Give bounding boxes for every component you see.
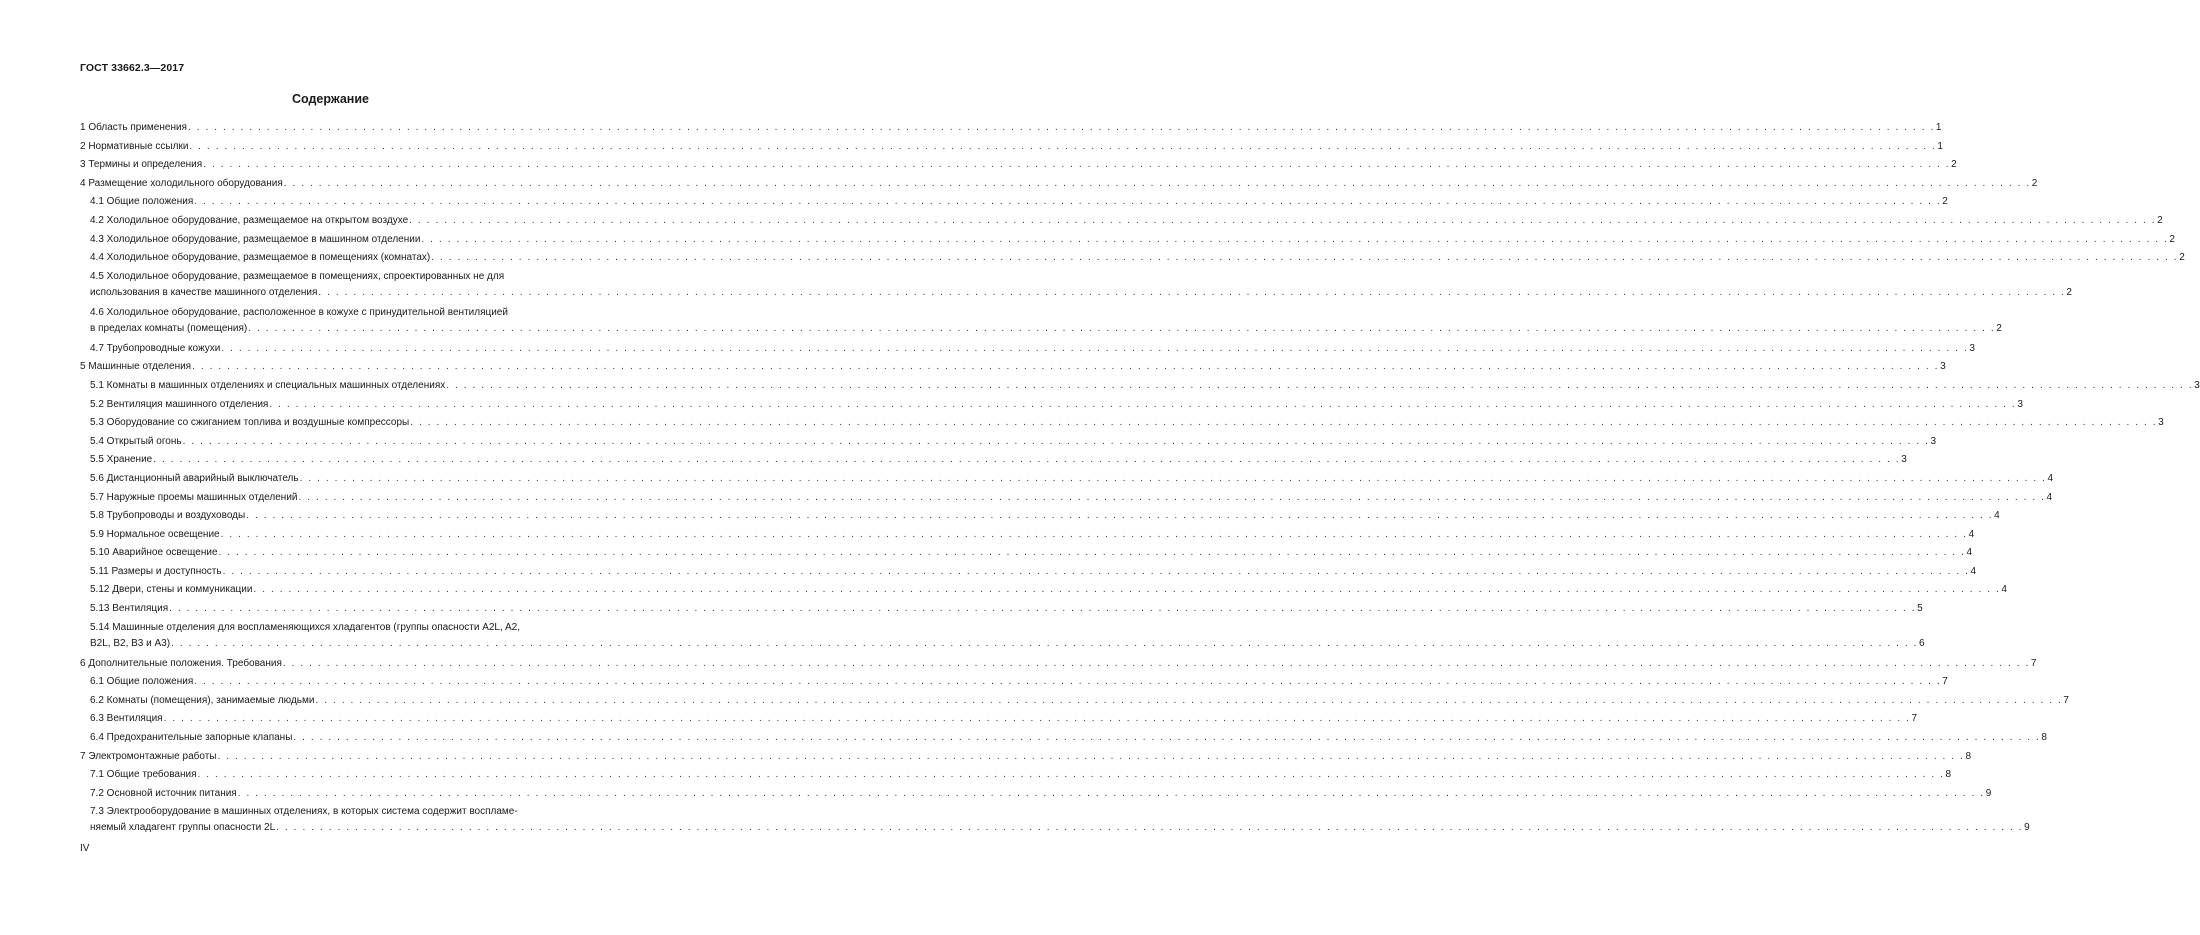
toc-entry-page: 7 (1911, 713, 1918, 725)
toc-entry-page: 9 (1985, 787, 1992, 799)
page-number: IV (80, 843, 90, 854)
toc-entry-page: 2 (2157, 214, 2163, 226)
toc-entry (80, 306, 2002, 335)
toc-entry (80, 195, 1948, 208)
dot-leader: . . . . . . . . . . . . . . . . . . . . . . . . . . . . . . . . . . . . . . . . . . . . . . . . . . . . . . . . . . . . . . . . . . . . . . . . . . . . . . . . . . . . . . . . . . . . . . . . . . . . . . . . . . . . . . . . . . . . . . . . . . . . . . . . . . . . . . . . . . . . . . . . . . . . . . . . . . . . . . . . . . . . . . . . . . . . . . . . . . . . . . . . . . . . . . . . . . . . . . . . (194, 676, 1942, 688)
toc-entry-label: 5.2 Вентиляция машинного отделения (90, 398, 269, 410)
dot-leader: . . . . . . . . . . . . . . . . . . . . . . . . . . . . . . . . . . . . . . . . . . . . . . . . . . . . . . . . . . . . . . . . . . . . . . . . . . . . . . . . . . . . . . . . . . . . . . . . . . . . . . . . . . . . . . . . . . . . . . . . . . . . . . . . . . . . . . . . . . . . . . . . . . . . . . . . . . . . . . . . . . . . . . . . . . . . . . . . . . . . . . . . . . . . . . . . . . . . . . . . (187, 122, 1935, 133)
toc-entry-label: в пределах комнаты (помещения) (90, 322, 248, 334)
dot-leader: . . . . . . . . . . . . . . . . . . . . . . . . . . . . . . . . . . . . . . . . . . . . . . . . . . . . . . . . . . . . . . . . . . . . . . . . . . . . . . . . . . . . . . . . . . . . . . . . . . . . . . . . . . . . . . . . . . . . . . . . . . . . . . . . . . . . . . . . . . . . . . . . . . . . . . . . . . . . . . . . . . . . . . . . . . . . . . . . . . . . . . . . . . . . . . . . . . . . . . . . (431, 252, 2179, 264)
toc-entry-page: 4 (1970, 565, 1977, 577)
toc-entry-page: 8 (2041, 732, 2047, 744)
toc-entry (80, 270, 2072, 299)
dot-leader: . . . . . . . . . . . . . . . . . . . . . . . . . . . . . . . . . . . . . . . . . . . . . . . . . . . . . . . . . . . . . . . . . . . . . . . . . . . . . . . . . . . . . . . . . . . . . . . . . . . . . . . . . . . . . . . . . . . . . . . . . . . . . . . . . . . . . . . . . . . . . . . . . . . . . . . . . . . . . . . . . . . . . . . . . . . . . . . . . . . . . . . . . . . . . . . . . . . . . . . . (153, 454, 1901, 466)
toc-entry-label: 6.1 Общие положения (90, 676, 194, 688)
toc-entry-text-line: 4.5 Холодильное оборудование, размещаемое в помещениях, спроектированных не для (90, 270, 505, 282)
toc-entry-label: 6 Дополнительные положения. Требования (80, 657, 282, 669)
toc-entry (80, 398, 2023, 411)
toc-entry (80, 787, 1992, 800)
toc-entry-page: 9 (2024, 822, 2030, 834)
toc-entry-label: 5 Машинные отделения (80, 361, 192, 373)
toc-entry (80, 509, 2000, 522)
toc-entry-label: 5.10 Аварийное освещение (90, 547, 218, 559)
toc-entry-label: 7 Электромонтажные работы (80, 750, 217, 762)
document-code: ГОСТ 33662.3—2017 (80, 62, 185, 74)
toc-entry-page: 2 (2031, 177, 2038, 189)
toc-entry-label: 2 Нормативные ссылки (80, 140, 189, 152)
toc-entry-page: 7 (2030, 657, 2037, 669)
toc-entry-page: 1 (1937, 140, 1943, 152)
toc-entry (80, 435, 1937, 448)
toc-entry-page: 3 (1930, 435, 1937, 447)
toc-entry (80, 546, 1973, 559)
dot-leader: . . . . . . . . . . . . . . . . . . . . . . . . . . . . . . . . . . . . . . . . . . . . . . . . . . . . . . . . . . . . . . . . . . . . . . . . . . . . . . . . . . . . . . . . . . . . . . . . . . . . . . . . . . . . . . . . . . . . . . . . . . . . . . . . . . . . . . . . . . . . . . . . . . . . . . . . . . . . . . . . . . . . . . . . . . . . . . . . . . . . . . . . . . . . . . . . . . . . . . . . (171, 637, 1919, 649)
toc-entry (80, 694, 2069, 707)
dot-leader: . . . . . . . . . . . . . . . . . . . . . . . . . . . . . . . . . . . . . . . . . . . . . . . . . . . . . . . . . . . . . . . . . . . . . . . . . . . . . . . . . . . . . . . . . . . . . . . . . . . . . . . . . . . . . . . . . . . . . . . . . . . . . . . . . . . . . . . . . . . . . . . . . . . . . . . . . . . . . . . . . . . . . . . . . . . . . . . . . . . . . . . . . . . . . . . . . . . . . . . . (217, 750, 1965, 762)
dot-leader: . . . . . . . . . . . . . . . . . . . . . . . . . . . . . . . . . . . . . . . . . . . . . . . . . . . . . . . . . . . . . . . . . . . . . . . . . . . . . . . . . . . . . . . . . . . . . . . . . . . . . . . . . . . . . . . . . . . . . . . . . . . . . . . . . . . . . . . . . . . . . . . . . . . . . . . . . . . . . . . . . . . . . . . . . . . . . . . . . . . . . . . . . . . . . . . . . . . . . . . . (220, 528, 1968, 540)
dot-leader: . . . . . . . . . . . . . . . . . . . . . . . . . . . . . . . . . . . . . . . . . . . . . . . . . . . . . . . . . . . . . . . . . . . . . . . . . . . . . . . . . . . . . . . . . . . . . . . . . . . . . . . . . . . . . . . . . . . . . . . . . . . . . . . . . . . . . . . . . . . . . . . . . . . . . . . . . . . . . . . . . . . . . . . . . . . . . . . . . . . . . . . . . . . . . . . . . . . . . . . . (298, 491, 2046, 503)
toc-entry (80, 602, 1923, 615)
dot-leader: . . . . . . . . . . . . . . . . . . . . . . . . . . . . . . . . . . . . . . . . . . . . . . . . . . . . . . . . . . . . . . . . . . . . . . . . . . . . . . . . . . . . . . . . . . . . . . . . . . . . . . . . . . . . . . . . . . . . . . . . . . . . . . . . . . . . . . . . . . . . . . . . . . . . . . . . . . . . . . . . . . . . . . . . . . . . . . . . . . . . . . . . . . . . . . . . . . . . . . . . (253, 584, 2001, 596)
toc-entry (80, 121, 1942, 134)
toc-entry-page: 6 (1919, 637, 1925, 649)
toc-entry (80, 768, 1952, 781)
table-of-contents (80, 121, 2200, 841)
dot-leader: . . . . . . . . . . . . . . . . . . . . . . . . . . . . . . . . . . . . . . . . . . . . . . . . . . . . . . . . . . . . . . . . . . . . . . . . . . . . . . . . . . . . . . . . . . . . . . . . . . . . . . . . . . . . . . . . . . . . . . . . . . . . . . . . . . . . . . . . . . . . . . . . . . . . . . . . . . . . . . . . . . . . . . . . . . . . . . . . . . . . . . . . . . . . . . . . . . . . . . . . (203, 159, 1951, 171)
dot-leader: . . . . . . . . . . . . . . . . . . . . . . . . . . . . . . . . . . . . . . . . . . . . . . . . . . . . . . . . . . . . . . . . . . . . . . . . . . . . . . . . . . . . . . . . . . . . . . . . . . . . . . . . . . . . . . . . . . . . . . . . . . . . . . . . . . . . . . . . . . . . . . . . . . . . . . . . . . . . . . . . . . . . . . . . . . . . . . . . . . . . . . . . . . . . . . . . . . . . . . . . (194, 196, 1942, 208)
toc-entry (80, 491, 2053, 504)
toc-title: Содержание (291, 92, 369, 106)
toc-entry-label: 4.4 Холодильное оборудование, размещаемое в помещениях (комнатах) (90, 252, 431, 264)
toc-entry (80, 342, 1975, 355)
toc-entry-page: 4 (2047, 472, 2054, 484)
toc-entry-page: 2 (1942, 196, 1948, 208)
toc-entry-page: 4 (1966, 547, 1973, 559)
dot-leader: . . . . . . . . . . . . . . . . . . . . . . . . . . . . . . . . . . . . . . . . . . . . . . . . . . . . . . . . . . . . . . . . . . . . . . . . . . . . . . . . . . . . . . . . . . . . . . . . . . . . . . . . . . . . . . . . . . . . . . . . . . . . . . . . . . . . . . . . . . . . . . . . . . . . . . . . . . . . . . . . . . . . . . . . . . . . . . . . . . . . . . . . . . . . . . . . . . . . . . . . (218, 547, 1966, 559)
toc-entry-label: 5.7 Наружные проемы машинных отделений (90, 491, 298, 503)
toc-entry-label: 5.12 Двери, стены и коммуникации (90, 584, 253, 596)
toc-entry (80, 750, 1971, 763)
toc-entry-page: 4 (2001, 584, 2007, 596)
toc-entry-page: 4 (1994, 510, 2000, 522)
toc-entry-page: 7 (2063, 694, 2069, 706)
toc-entry-label: 5.4 Открытый огонь (90, 435, 182, 447)
toc-entry-label: 5.5 Хранение (90, 454, 153, 466)
dot-leader: . . . . . . . . . . . . . . . . . . . . . . . . . . . . . . . . . . . . . . . . . . . . . . . . . . . . . . . . . . . . . . . . . . . . . . . . . . . . . . . . . . . . . . . . . . . . . . . . . . . . . . . . . . . . . . . . . . . . . . . . . . . . . . . . . . . . . . . . . . . . . . . . . . . . . . . . . . . . . . . . . . . . . . . . . . . . . . . . . . . . . . . . . . . . . . . . . . . . . . . . (197, 769, 1945, 781)
dot-leader: . . . . . . . . . . . . . . . . . . . . . . . . . . . . . . . . . . . . . . . . . . . . . . . . . . . . . . . . . . . . . . . . . . . . . . . . . . . . . . . . . . . . . . . . . . . . . . . . . . . . . . . . . . . . . . . . . . . . . . . . . . . . . . . . . . . . . . . . . . . . . . . . . . . . . . . . . . . . . . . . . . . . . . . . . . . . . . . . . . . . . . . . . . . . . . . . . . . . . . . . (221, 342, 1969, 354)
toc-entry (80, 528, 1975, 541)
dot-leader: . . . . . . . . . . . . . . . . . . . . . . . . . . . . . . . . . . . . . . . . . . . . . . . . . . . . . . . . . . . . . . . . . . . . . . . . . . . . . . . . . . . . . . . . . . . . . . . . . . . . . . . . . . . . . . . . . . . . . . . . . . . . . . . . . . . . . . . . . . . . . . . . . . . . . . . . . . . . . . . . . . . . . . . . . . . . . . . . . . . . . . . . . . . . . . . . . . . . . . . . (222, 565, 1970, 577)
toc-entry-text-line: 7.3 Электрооборудование в машинных отделениях, в которых система содержит воспламе- (90, 806, 518, 818)
toc-entry (80, 416, 2164, 429)
toc-entry-label: 4.1 Общие положения (90, 196, 194, 208)
toc-entry (80, 453, 1907, 466)
dot-leader: . . . . . . . . . . . . . . . . . . . . . . . . . . . . . . . . . . . . . . . . . . . . . . . . . . . . . . . . . . . . . . . . . . . . . . . . . . . . . . . . . . . . . . . . . . . . . . . . . . . . . . . . . . . . . . . . . . . . . . . . . . . . . . . . . . . . . . . . . . . . . . . . . . . . . . . . . . . . . . . . . . . . . . . . . . . . . . . . . . . . . . . . . . . . . . . . . . . . . . . . (293, 732, 2041, 744)
toc-entry-label: 7.1 Общие требования (90, 769, 197, 781)
toc-entry-label: 5.11 Размеры и доступность (90, 565, 222, 577)
dot-leader: . . . . . . . . . . . . . . . . . . . . . . . . . . . . . . . . . . . . . . . . . . . . . . . . . . . . . . . . . . . . . . . . . . . . . . . . . . . . . . . . . . . . . . . . . . . . . . . . . . . . . . . . . . . . . . . . . . . . . . . . . . . . . . . . . . . . . . . . . . . . . . . . . . . . . . . . . . . . . . . . . . . . . . . . . . . . . . . . . . . . . . . . . . . . . . . . . . . . . . . . (410, 417, 2158, 429)
toc-entry-label: B2L, B2, B3 и A3) (90, 637, 171, 649)
toc-entry-label: 4.3 Холодильное оборудование, размещаемое в машинном отделении (90, 233, 421, 245)
toc-entry-page: 5 (1917, 603, 1923, 615)
toc-entry-text-line: 4.6 Холодильное оборудование, расположенное в кожухе с принудительной вентиляцией (90, 306, 508, 318)
toc-entry (80, 621, 1925, 650)
toc-entry-label: 5.9 Нормальное освещение (90, 528, 220, 540)
toc-entry (80, 675, 1948, 688)
toc-entry-page: 8 (1945, 769, 1952, 781)
toc-entry (80, 379, 2200, 392)
toc-entry-page: 2 (1951, 159, 1957, 171)
toc-entry-text-line: 5.14 Машинные отделения для воспламеняющихся хладагентов (группы опасности A2L, A2, (90, 621, 521, 633)
dot-leader: . . . . . . . . . . . . . . . . . . . . . . . . . . . . . . . . . . . . . . . . . . . . . . . . . . . . . . . . . . . . . . . . . . . . . . . . . . . . . . . . . . . . . . . . . . . . . . . . . . . . . . . . . . . . . . . . . . . . . . . . . . . . . . . . . . . . . . . . . . . . . . . . . . . . . . . . . . . . . . . . . . . . . . . . . . . . . . . . . . . . . . . . . . . . . . . . . . . . . . . . (169, 603, 1917, 615)
toc-entry-page: 3 (2194, 379, 2200, 391)
dot-leader: . . . . . . . . . . . . . . . . . . . . . . . . . . . . . . . . . . . . . . . . . . . . . . . . . . . . . . . . . . . . . . . . . . . . . . . . . . . . . . . . . . . . . . . . . . . . . . . . . . . . . . . . . . . . . . . . . . . . . . . . . . . . . . . . . . . . . . . . . . . . . . . . . . . . . . . . . . . . . . . . . . . . . . . . . . . . . . . . . . . . . . . . . . . . . . . . . . . . . . . . (421, 233, 2169, 245)
dot-leader: . . . . . . . . . . . . . . . . . . . . . . . . . . . . . . . . . . . . . . . . . . . . . . . . . . . . . . . . . . . . . . . . . . . . . . . . . . . . . . . . . . . . . . . . . . . . . . . . . . . . . . . . . . . . . . . . . . . . . . . . . . . . . . . . . . . . . . . . . . . . . . . . . . . . . . . . . . . . . . . . . . . . . . . . . . . . . . . . . . . . . . . . . . . . . . . . . . . . . . . . (248, 322, 1996, 334)
dot-leader: . . . . . . . . . . . . . . . . . . . . . . . . . . . . . . . . . . . . . . . . . . . . . . . . . . . . . . . . . . . . . . . . . . . . . . . . . . . . . . . . . . . . . . . . . . . . . . . . . . . . . . . . . . . . . . . . . . . . . . . . . . . . . . . . . . . . . . . . . . . . . . . . . . . . . . . . . . . . . . . . . . . . . . . . . . . . . . . . . . . . . . . . . . . . . . . . . . . . . . . . (283, 177, 2031, 189)
dot-leader: . . . . . . . . . . . . . . . . . . . . . . . . . . . . . . . . . . . . . . . . . . . . . . . . . . . . . . . . . . . . . . . . . . . . . . . . . . . . . . . . . . . . . . . . . . . . . . . . . . . . . . . . . . . . . . . . . . . . . . . . . . . . . . . . . . . . . . . . . . . . . . . . . . . . . . . . . . . . . . . . . . . . . . . . . . . . . . . . . . . . . . . . . . . . . . . . . . . . . . . . (269, 398, 2017, 410)
dot-leader: . . . . . . . . . . . . . . . . . . . . . . . . . . . . . . . . . . . . . . . . . . . . . . . . . . . . . . . . . . . . . . . . . . . . . . . . . . . . . . . . . . . . . . . . . . . . . . . . . . . . . . . . . . . . . . . . . . . . . . . . . . . . . . . . . . . . . . . . . . . . . . . . . . . . . . . . . . . . . . . . . . . . . . . . . . . . . . . . . . . . . . . . . . . . . . . . . . . . . . . . (163, 713, 1911, 725)
toc-entry-label: 5.1 Комнаты в машинных отделениях и специальных машинных отделениях (90, 379, 446, 391)
toc-entry-page: 2 (2066, 286, 2072, 298)
toc-entry-label: 5.6 Дистанционный аварийный выключатель (90, 472, 299, 484)
toc-entry-page: 2 (1996, 322, 2002, 334)
toc-entry-page: 2 (2179, 252, 2185, 264)
dot-leader: . . . . . . . . . . . . . . . . . . . . . . . . . . . . . . . . . . . . . . . . . . . . . . . . . . . . . . . . . . . . . . . . . . . . . . . . . . . . . . . . . . . . . . . . . . . . . . . . . . . . . . . . . . . . . . . . . . . . . . . . . . . . . . . . . . . . . . . . . . . . . . . . . . . . . . . . . . . . . . . . . . . . . . . . . . . . . . . . . . . . . . . . . . . . . . . . . . . . . . . . (246, 510, 1994, 522)
dot-leader: . . . . . . . . . . . . . . . . . . . . . . . . . . . . . . . . . . . . . . . . . . . . . . . . . . . . . . . . . . . . . . . . . . . . . . . . . . . . . . . . . . . . . . . . . . . . . . . . . . . . . . . . . . . . . . . . . . . . . . . . . . . . . . . . . . . . . . . . . . . . . . . . . . . . . . . . . . . . . . . . . . . . . . . . . . . . . . . . . . . . . . . . . . . . . . . . . . . . . . . . (237, 787, 1985, 799)
toc-entry (80, 565, 1977, 578)
toc-entry-label: 5.8 Трубопроводы и воздуховоды (90, 510, 246, 522)
toc-entry-label: 5.13 Вентиляция (90, 603, 169, 615)
toc-entry-label: использования в качестве машинного отделения (90, 286, 318, 298)
toc-entry (80, 472, 2054, 485)
dot-leader: . . . . . . . . . . . . . . . . . . . . . . . . . . . . . . . . . . . . . . . . . . . . . . . . . . . . . . . . . . . . . . . . . . . . . . . . . . . . . . . . . . . . . . . . . . . . . . . . . . . . . . . . . . . . . . . . . . . . . . . . . . . . . . . . . . . . . . . . . . . . . . . . . . . . . . . . . . . . . . . . . . . . . . . . . . . . . . . . . . . . . . . . . . . . . . . . . . . . . . . . (276, 822, 2024, 834)
toc-entry-label: 6.3 Вентиляция (90, 713, 163, 725)
toc-entry-label: няемый хладагент группы опасности 2L (90, 822, 276, 834)
toc-entry (80, 583, 2007, 596)
toc-entry-page: 3 (2017, 398, 2023, 410)
toc-entry (80, 214, 2163, 227)
toc-entry (80, 731, 2047, 744)
toc-entry (80, 140, 1943, 153)
toc-entry-label: 6.4 Предохранительные запорные клапаны (90, 732, 293, 744)
dot-leader: . . . . . . . . . . . . . . . . . . . . . . . . . . . . . . . . . . . . . . . . . . . . . . . . . . . . . . . . . . . . . . . . . . . . . . . . . . . . . . . . . . . . . . . . . . . . . . . . . . . . . . . . . . . . . . . . . . . . . . . . . . . . . . . . . . . . . . . . . . . . . . . . . . . . . . . . . . . . . . . . . . . . . . . . . . . . . . . . . . . . . . . . . . . . . . . . . . . . . . . . (318, 286, 2066, 298)
toc-entry (80, 360, 1946, 373)
toc-entry-label: 4.7 Трубопроводные кожухи (90, 342, 221, 354)
dot-leader: . . . . . . . . . . . . . . . . . . . . . . . . . . . . . . . . . . . . . . . . . . . . . . . . . . . . . . . . . . . . . . . . . . . . . . . . . . . . . . . . . . . . . . . . . . . . . . . . . . . . . . . . . . . . . . . . . . . . . . . . . . . . . . . . . . . . . . . . . . . . . . . . . . . . . . . . . . . . . . . . . . . . . . . . . . . . . . . . . . . . . . . . . . . . . . . . . . . . . . . . (189, 140, 1937, 152)
dot-leader: . . . . . . . . . . . . . . . . . . . . . . . . . . . . . . . . . . . . . . . . . . . . . . . . . . . . . . . . . . . . . . . . . . . . . . . . . . . . . . . . . . . . . . . . . . . . . . . . . . . . . . . . . . . . . . . . . . . . . . . . . . . . . . . . . . . . . . . . . . . . . . . . . . . . . . . . . . . . . . . . . . . . . . . . . . . . . . . . . . . . . . . . . . . . . . . . . . . . . . . . (299, 472, 2047, 484)
dot-leader: . . . . . . . . . . . . . . . . . . . . . . . . . . . . . . . . . . . . . . . . . . . . . . . . . . . . . . . . . . . . . . . . . . . . . . . . . . . . . . . . . . . . . . . . . . . . . . . . . . . . . . . . . . . . . . . . . . . . . . . . . . . . . . . . . . . . . . . . . . . . . . . . . . . . . . . . . . . . . . . . . . . . . . . . . . . . . . . . . . . . . . . . . . . . . . . . . . . . . . . . (192, 361, 1940, 373)
toc-entry-label: 3 Термины и определения (80, 159, 203, 171)
toc-entry (80, 657, 2037, 670)
toc-entry (80, 158, 1957, 171)
dot-leader: . . . . . . . . . . . . . . . . . . . . . . . . . . . . . . . . . . . . . . . . . . . . . . . . . . . . . . . . . . . . . . . . . . . . . . . . . . . . . . . . . . . . . . . . . . . . . . . . . . . . . . . . . . . . . . . . . . . . . . . . . . . . . . . . . . . . . . . . . . . . . . . . . . . . . . . . . . . . . . . . . . . . . . . . . . . . . . . . . . . . . . . . . . . . . . . . . . . . . . . . (282, 657, 2030, 669)
toc-entry-label: 4.2 Холодильное оборудование, размещаемое на открытом воздухе (90, 214, 409, 226)
dot-leader: . . . . . . . . . . . . . . . . . . . . . . . . . . . . . . . . . . . . . . . . . . . . . . . . . . . . . . . . . . . . . . . . . . . . . . . . . . . . . . . . . . . . . . . . . . . . . . . . . . . . . . . . . . . . . . . . . . . . . . . . . . . . . . . . . . . . . . . . . . . . . . . . . . . . . . . . . . . . . . . . . . . . . . . . . . . . . . . . . . . . . . . . . . . . . . . . . . . . . . . . (446, 379, 2194, 391)
toc-entry-page: 3 (1901, 454, 1907, 466)
toc-entry-label: 6.2 Комнаты (помещения), занимаемые людьми (90, 694, 315, 706)
toc-entry-label: 5.3 Оборудование со сжиганием топлива и воздушные компрессоры (90, 417, 410, 429)
toc-entry-page: 7 (1942, 676, 1948, 688)
toc-entry-page: 4 (2046, 491, 2053, 503)
toc-entry-page: 3 (1969, 342, 1975, 354)
toc-entry-label: 1 Область применения (80, 122, 187, 133)
toc-entry-label: 4 Размещение холодильного оборудования (80, 177, 283, 189)
dot-leader: . . . . . . . . . . . . . . . . . . . . . . . . . . . . . . . . . . . . . . . . . . . . . . . . . . . . . . . . . . . . . . . . . . . . . . . . . . . . . . . . . . . . . . . . . . . . . . . . . . . . . . . . . . . . . . . . . . . . . . . . . . . . . . . . . . . . . . . . . . . . . . . . . . . . . . . . . . . . . . . . . . . . . . . . . . . . . . . . . . . . . . . . . . . . . . . . . . . . . . . . (182, 435, 1930, 447)
toc-entry-label: 7.2 Основной источник питания (90, 787, 237, 799)
toc-entry-page: 4 (1968, 528, 1975, 540)
toc-entry-page: 3 (1940, 361, 1946, 373)
toc-entry (80, 805, 2030, 834)
toc-entry-page: 2 (2169, 233, 2175, 245)
toc-entry (80, 251, 2185, 264)
toc-entry (80, 712, 1918, 725)
toc-entry (80, 233, 2175, 246)
toc-entry-page: 3 (2158, 417, 2164, 429)
dot-leader: . . . . . . . . . . . . . . . . . . . . . . . . . . . . . . . . . . . . . . . . . . . . . . . . . . . . . . . . . . . . . . . . . . . . . . . . . . . . . . . . . . . . . . . . . . . . . . . . . . . . . . . . . . . . . . . . . . . . . . . . . . . . . . . . . . . . . . . . . . . . . . . . . . . . . . . . . . . . . . . . . . . . . . . . . . . . . . . . . . . . . . . . . . . . . . . . . . . . . . . . (409, 214, 2157, 226)
toc-entry-page: 8 (1965, 750, 1971, 762)
toc-entry-page: 1 (1935, 122, 1942, 133)
dot-leader: . . . . . . . . . . . . . . . . . . . . . . . . . . . . . . . . . . . . . . . . . . . . . . . . . . . . . . . . . . . . . . . . . . . . . . . . . . . . . . . . . . . . . . . . . . . . . . . . . . . . . . . . . . . . . . . . . . . . . . . . . . . . . . . . . . . . . . . . . . . . . . . . . . . . . . . . . . . . . . . . . . . . . . . . . . . . . . . . . . . . . . . . . . . . . . . . . . . . . . . . (315, 694, 2063, 706)
toc-entry (80, 177, 2038, 190)
